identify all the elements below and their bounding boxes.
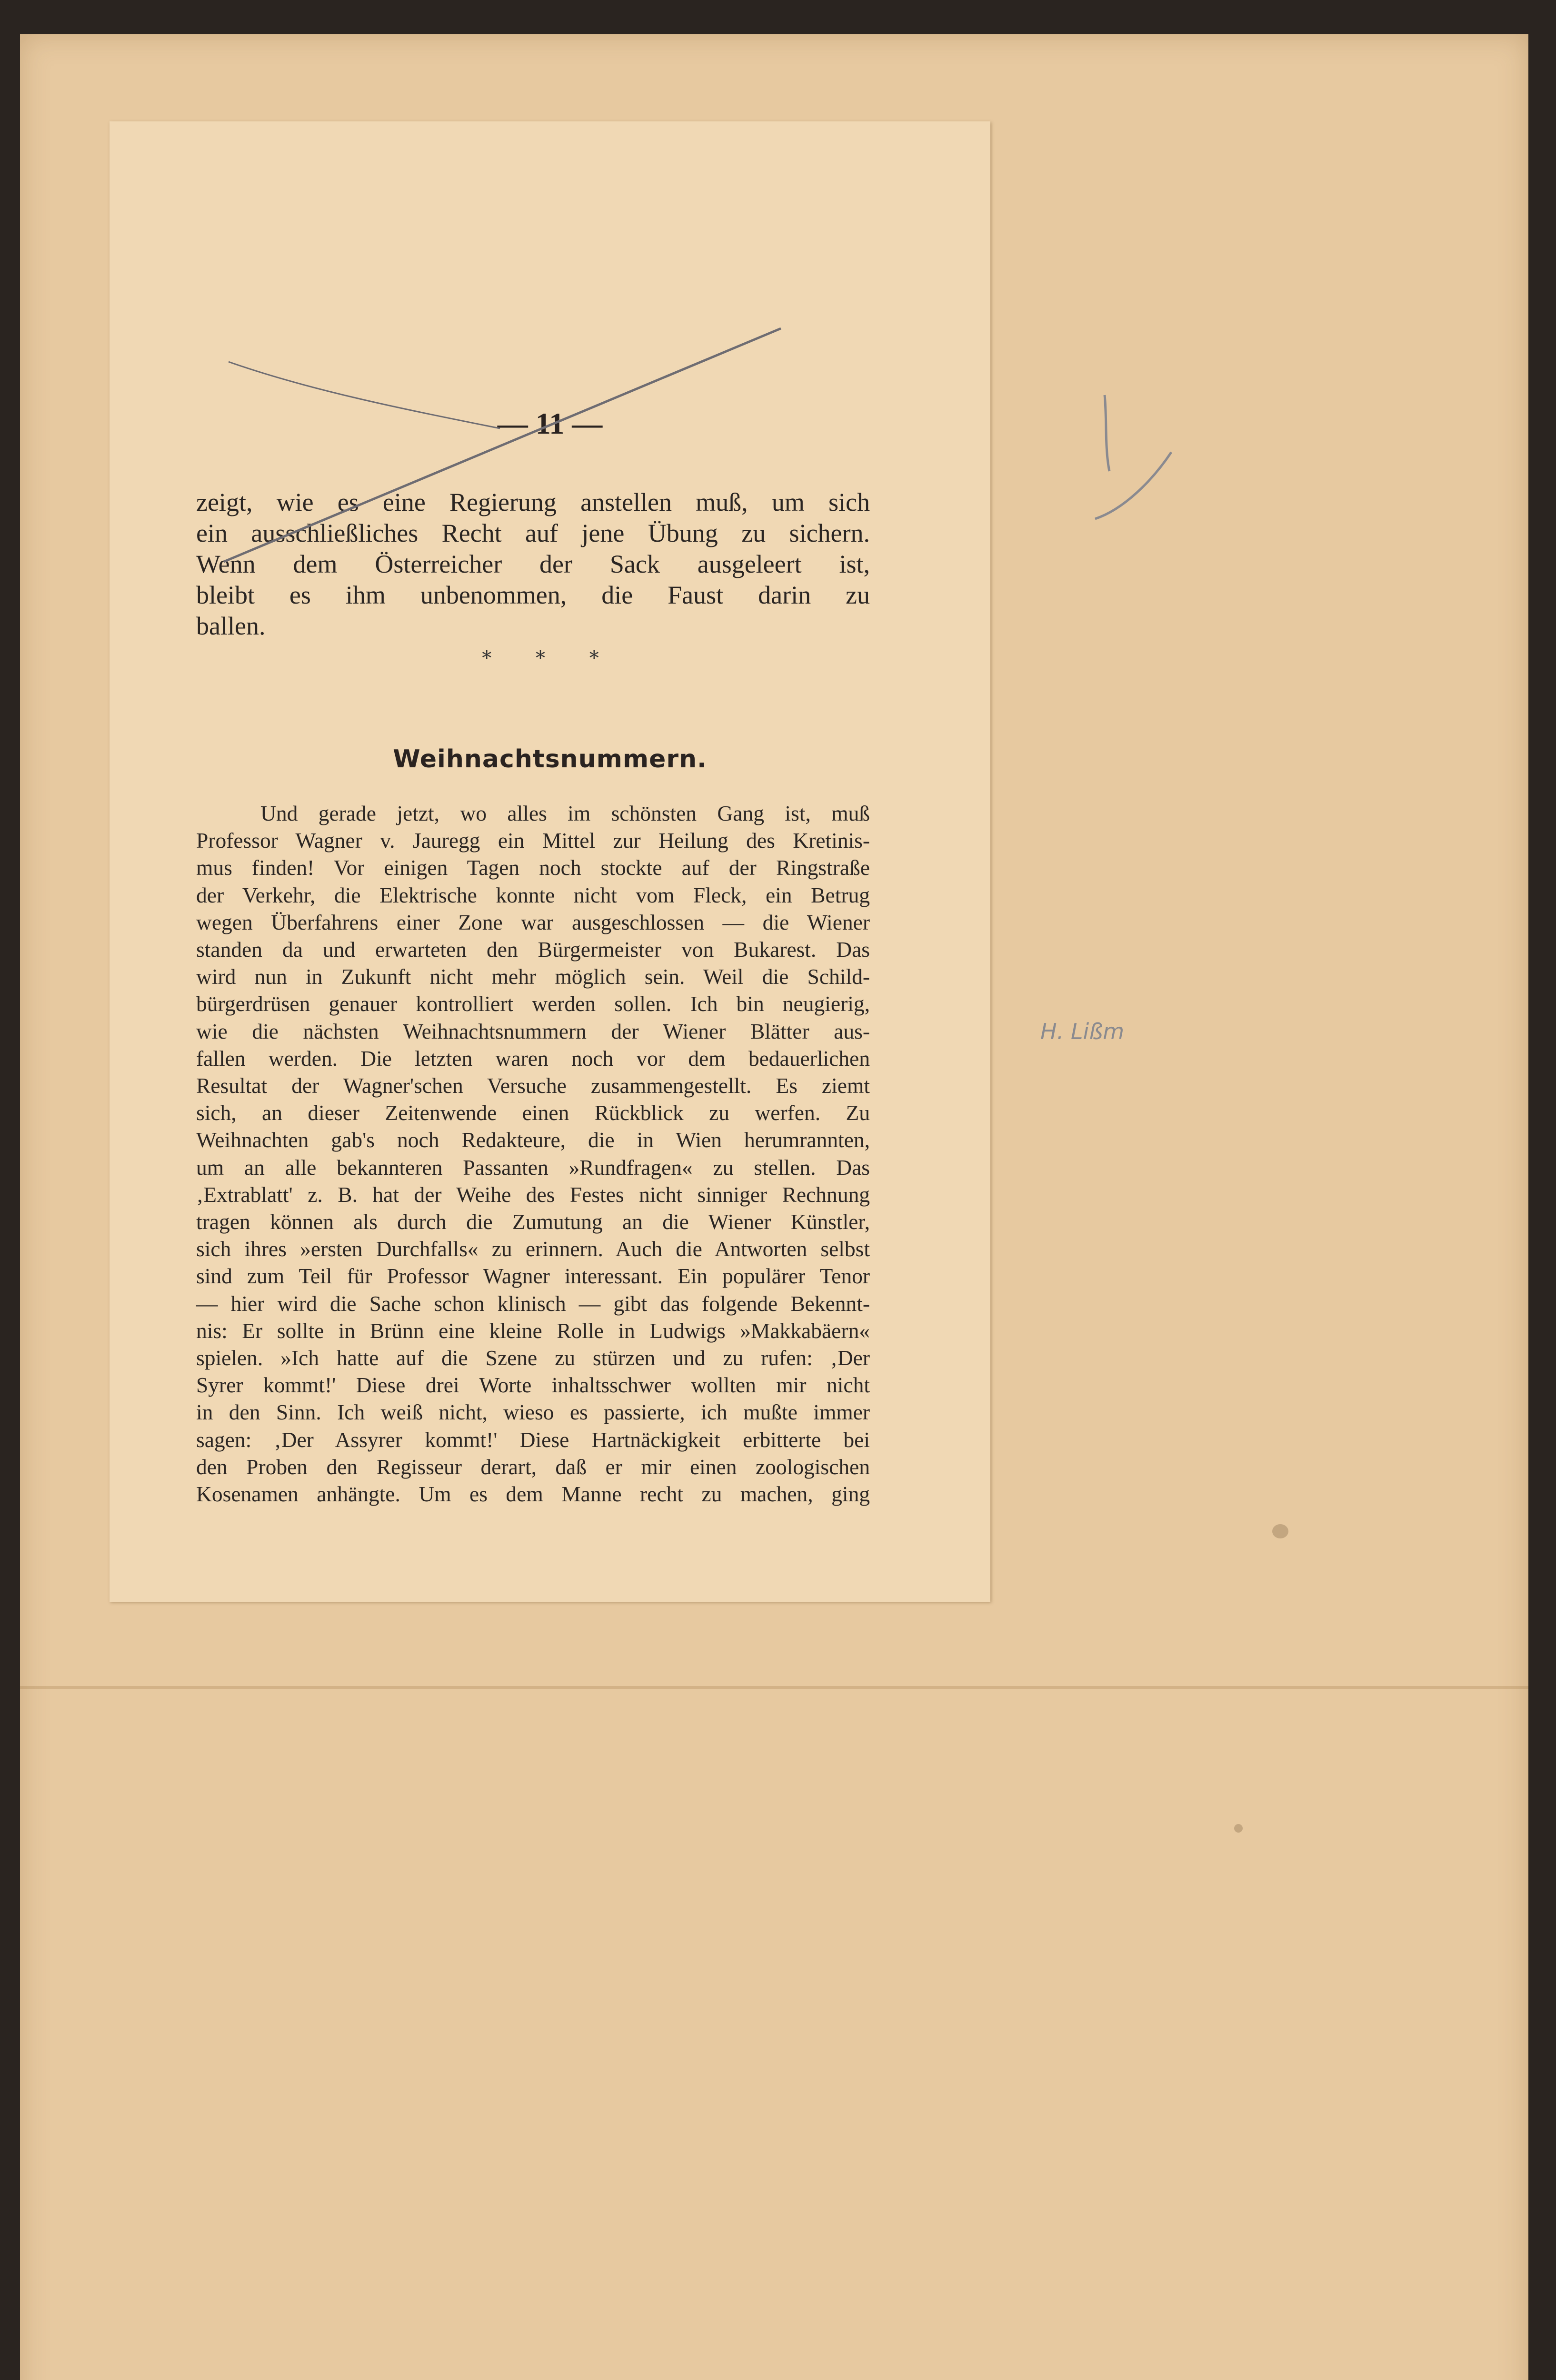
text-line: wie die nächsten Weihnachtsnummern der Wiener Blätter aus- xyxy=(196,1019,870,1043)
top-paragraph xyxy=(196,487,870,642)
page-number: — 11 — xyxy=(497,407,603,440)
text-line: ‚Extrablatt' z. B. hat der Weihe des Festes nicht sinniger Rechnung xyxy=(196,1182,870,1207)
text-line: standen da und erwarteten den Bürgermeister von Bukarest. Das xyxy=(196,937,870,962)
text-line: ein ausschließliches Recht auf jene Übung zu sichern. xyxy=(196,519,870,547)
text-line: — hier wird die Sache schon klinisch — gibt das folgende Bekennt- xyxy=(196,1291,870,1316)
text-line: sich ihres »ersten Durchfalls« zu erinnern. Auch die Antworten selbst xyxy=(196,1237,870,1261)
sheet-fold xyxy=(20,1686,1528,1689)
article-body xyxy=(196,800,870,1507)
text-line: sagen: ‚Der Assyrer kommt!' Diese Hartnäckigkeit erbitterte bei xyxy=(196,1427,870,1452)
paper-stain xyxy=(1234,1824,1243,1833)
pencil-check-mark-icon xyxy=(1086,390,1181,533)
text-line: Und gerade jetzt, wo alles im schönsten Gang ist, muß xyxy=(260,801,870,825)
text-line: in den Sinn. Ich weiß nicht, wieso es passierte, ich mußte immer xyxy=(196,1400,870,1425)
newspaper-clipping xyxy=(110,121,990,1602)
text-line: tragen können als durch die Zumutung an die Wiener Künstler, xyxy=(196,1210,870,1234)
section-separator: * * * xyxy=(482,647,618,669)
text-line: zeigt, wie es eine Regierung anstellen muß, um sich xyxy=(196,488,870,516)
text-line: spielen. »Ich hatte auf die Szene zu stürzen und zu rufen: ‚Der xyxy=(196,1346,870,1370)
text-line: wegen Überfahrens einer Zone war ausgeschlossen — die Wiener xyxy=(196,910,870,934)
section-heading: Weihnachtsnummern. xyxy=(393,745,707,774)
text-line: Weihnachten gab's noch Redakteure, die in Wien herumrannten, xyxy=(196,1128,870,1152)
text-line: Wenn dem Österreicher der Sack ausgeleert ist, xyxy=(196,550,870,578)
text-line: um an alle bekannteren Passanten »Rundfragen« zu stellen. Das xyxy=(196,1155,870,1180)
text-line: fallen werden. Die letzten waren noch vor dem bedauerlichen xyxy=(196,1046,870,1071)
text-line: Syrer kommt!' Diese drei Worte inhaltsschwer wollten mir nicht xyxy=(196,1373,870,1398)
text-line: Professor Wagner v. Jauregg ein Mittel zur Heilung des Kretinis- xyxy=(196,828,870,853)
text-line: wird nun in Zukunft nicht mehr möglich sein. Weil die Schild- xyxy=(196,964,870,989)
text-line: bürgerdrüsen genauer kontrolliert werden sollen. Ich bin neugierig, xyxy=(196,992,870,1016)
text-line: nis: Er sollte in Brünn eine kleine Rolle in Ludwigs »Makkabäern« xyxy=(196,1318,870,1343)
text-line: sich, an dieser Zeitenwende einen Rückblick zu werfen. Zu xyxy=(196,1101,870,1125)
paper-stain xyxy=(1272,1524,1288,1538)
text-line: Kosenamen anhängte. Um es dem Manne recht zu machen, ging xyxy=(196,1482,870,1507)
text-line: sind zum Teil für Professor Wagner interessant. Ein populärer Tenor xyxy=(196,1264,870,1289)
text-line: den Proben den Regisseur derart, daß er mir einen zoologischen xyxy=(196,1454,870,1479)
text-line: ballen. xyxy=(196,612,266,640)
text-line: mus finden! Vor einigen Tagen noch stockte auf der Ringstraße xyxy=(196,855,870,880)
text-line: der Verkehr, die Elektrische konnte nicht vom Fleck, ein Betrug xyxy=(196,883,870,907)
handwritten-side-note: H. Lißm xyxy=(1040,1019,1125,1044)
text-line: bleibt es ihm unbenommen, die Faust darin zu xyxy=(196,581,870,609)
text-line: Resultat der Wagner'schen Versuche zusammengestellt. Es ziemt xyxy=(196,1073,870,1098)
